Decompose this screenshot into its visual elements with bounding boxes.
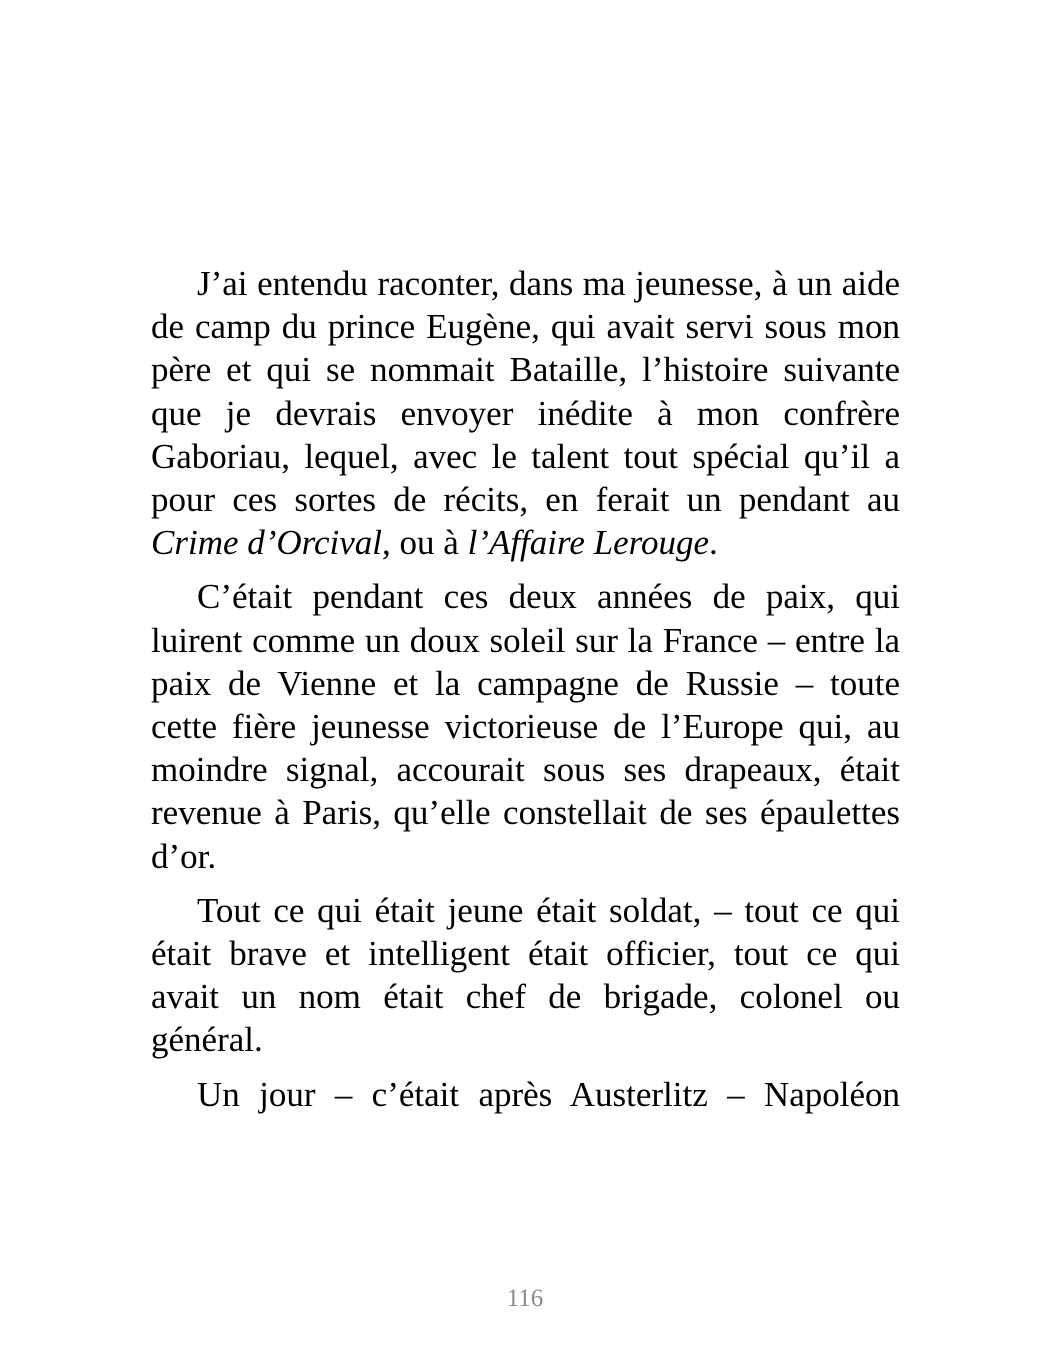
page-number: 116 [506,1285,544,1312]
paragraph-3: Tout ce qui était jeune était soldat, – tout ce qui était brave et intelligent était officier, tout ce qui avait un nom était chef de brigade, colonel ou général. [151,890,900,1060]
paragraph-1-text-c: . [708,523,718,563]
paragraph-1-text-a: J’ai entendu raconter, dans ma jeunesse, à un aide de camp du prince Eugène, qui avait servi sous mon père et qui se nommait Bataille, l’histoire suivante que je devrais envoyer inédite à mon confrère Gaboriau, lequel, avec le talent tout spécial qu’il a pour ces sortes de récits, en ferait un pendant au [151,264,900,520]
title-crime-d-orcival: Crime d’Orcival [151,523,383,563]
paragraph-1 [151,262,900,564]
paragraph-2: C’était pendant ces deux années de paix, qui luirent comme un doux soleil sur la France – entre la paix de Vienne et la campagne de Russie – toute cette fière jeunesse victorieuse de l’Europe qui, au moindre signal, accourait sous ses drapeaux, était revenue à Paris, qu’elle constellait de ses épaulettes d’or. [151,577,900,876]
paragraph-4: Un jour – c’était après Austerlitz – Napoléon [197,1074,900,1114]
paragraph-1-text-b: , ou à [382,523,468,563]
title-affaire-lerouge: l’Affaire Lerouge [467,523,709,563]
page-body [151,262,900,1127]
